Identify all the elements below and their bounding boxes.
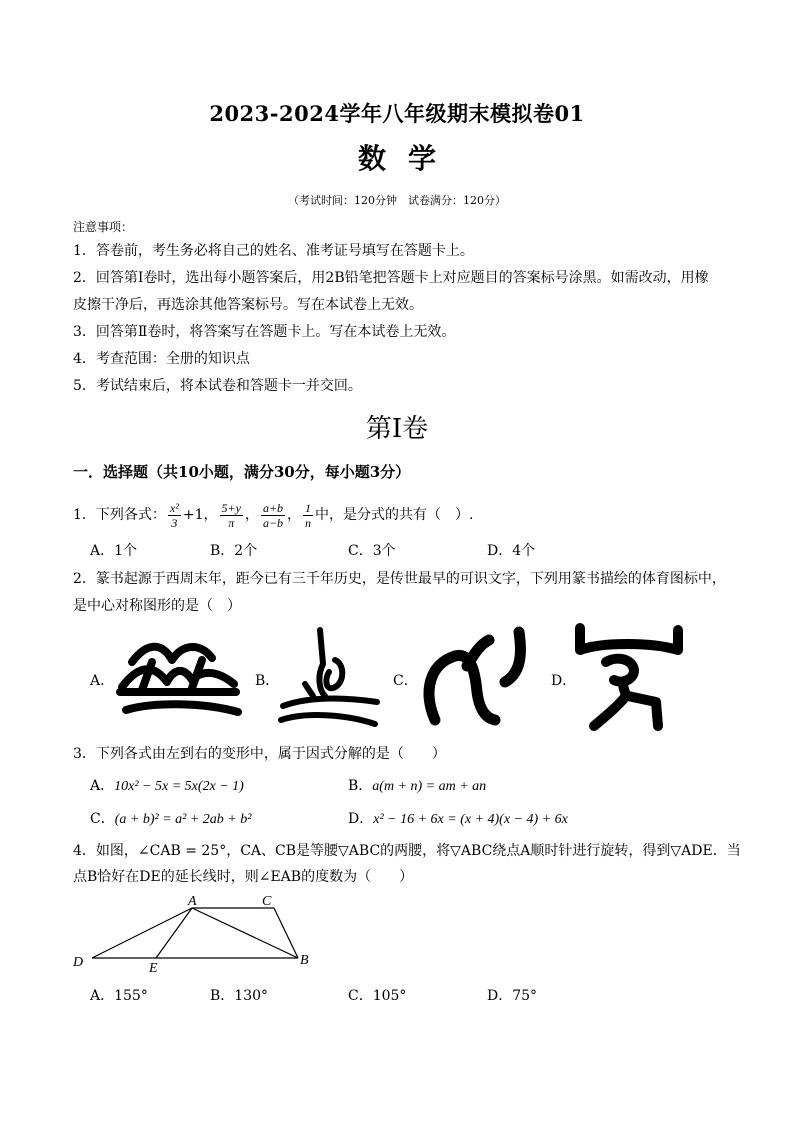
notice-title: 注意事项： (73, 220, 134, 234)
q1-fraction-1-tail: +1， (182, 507, 218, 523)
q3-option-c[interactable] (90, 808, 251, 828)
option-label: C． (90, 811, 115, 827)
question-3-stem: 3．下列各式由左到右的变形中，属于因式分解的是（ ） (73, 746, 446, 762)
question-2-line-2: 是中心对称图形的是（ ） (73, 598, 241, 614)
q2-option-d-label[interactable]: D． (551, 673, 577, 689)
option-label: D． (348, 811, 374, 827)
q1-option-c[interactable]: C．3个 (348, 543, 396, 559)
fraction-denominator: 3 (171, 515, 178, 530)
point-label-a: A (188, 894, 197, 909)
fraction-numerator: 1 (305, 500, 312, 515)
option-formula: a(m + n) = am + an (372, 779, 487, 794)
seal-script-icon-c[interactable] (415, 622, 540, 732)
fraction-numerator: 5+y (221, 500, 241, 515)
q1-fraction-1 (168, 501, 181, 530)
option-formula: x² − 16 + 6x = (x + 4)(x − 4) + 6x (373, 812, 568, 827)
q1-option-d[interactable]: D．4个 (487, 543, 536, 559)
time-info: （考试时间：120分钟 试卷满分：120分） (288, 194, 506, 207)
q1-suffix: 中，是分式的共有（ ）. (315, 507, 474, 523)
seal-script-icon-d[interactable] (572, 622, 684, 732)
q1-option-b[interactable]: B．2个 (210, 543, 258, 559)
segment-ae (156, 908, 192, 958)
fraction-denominator: a−b (262, 515, 284, 530)
option-label: A． (90, 778, 115, 794)
q4-option-c[interactable]: C．105° (348, 988, 407, 1004)
q1-fraction-4 (303, 501, 313, 530)
option-label: B． (348, 778, 373, 794)
fraction-denominator: π (228, 515, 235, 530)
notice-item: 5．考试结束后，将本试卷和答题卡一并交回。 (73, 378, 362, 394)
question-2-line-1: 2．篆书起源于西周末年，距今已有三千年历史，是传世最早的可识文字，下列用篆书描绘的体育图标中， (73, 571, 726, 587)
notice-item: 4．考查范围：全册的知识点 (73, 351, 250, 367)
q4-option-d[interactable]: D．75° (487, 988, 538, 1004)
q2-option-c-label[interactable]: C． (393, 673, 418, 689)
point-label-c: C (262, 894, 272, 909)
seal-script-icon-b[interactable] (275, 624, 385, 734)
segment-cb (274, 908, 298, 958)
q3-option-b[interactable] (348, 775, 486, 795)
q4-option-a[interactable]: A．155° (90, 988, 148, 1004)
fraction-denominator: n (305, 515, 312, 530)
notice-item: 1．答卷前，考生务必将自己的姓名、准考证号填写在答题卡上。 (73, 243, 474, 259)
q1-option-a[interactable]: A．1个 (90, 543, 138, 559)
question-4-line-1: 4．如图，∠CAB = 25°，CA、CB是等腰▽ABC的两腰，将▽ABC绕点A顺时针进行旋转，得到▽ADE．当 (73, 843, 741, 859)
subject-title: 数学 (357, 142, 458, 175)
segment-da (92, 908, 192, 958)
q1-prefix: 1．下列各式： (73, 507, 166, 523)
fraction-numerator: x² (169, 500, 179, 515)
option-formula: (a + b)² = a² + 2ab + b² (114, 812, 252, 827)
volume-title: 第Ⅰ卷 (365, 414, 429, 444)
q2-option-b-label[interactable]: B． (255, 673, 280, 689)
seal-script-icon-a[interactable] (112, 632, 244, 724)
separator: ， (287, 507, 302, 523)
option-formula: 10x² − 5x = 5x(2x − 1) (114, 779, 244, 794)
q4-option-b[interactable]: B．130° (210, 988, 269, 1004)
segment-ab (192, 908, 298, 958)
geometry-figure (68, 890, 328, 978)
notice-item: 3．回答第Ⅱ卷时，将答案写在答题卡上。写在本试卷上无效。 (73, 324, 456, 340)
question-1-stem (73, 500, 474, 530)
point-label-e: E (149, 961, 158, 976)
q1-fraction-3 (261, 501, 285, 530)
q2-option-a-label[interactable]: A． (90, 673, 115, 689)
q1-fraction-2 (220, 501, 243, 530)
section-title: 一．选择题（共10小题，满分30分，每小题3分） (73, 463, 411, 481)
point-label-d: D (73, 955, 84, 970)
q3-option-d[interactable] (348, 808, 568, 828)
separator: ， (244, 507, 259, 523)
notice-item: 皮擦干净后，再选涂其他答案标号。写在本试卷上无效。 (73, 297, 423, 313)
notice-item: 2．回答第Ⅰ卷时，选出每小题答案后，用2B铅笔把答题卡上对应题目的答案标号涂黑。如需改动，用橡 (73, 270, 709, 286)
q3-option-a[interactable] (90, 775, 244, 795)
question-4-line-2: 点B恰好在DE的延长线时，则∠EAB的度数为（ ） (73, 869, 414, 885)
exam-title: 2023-2024学年八年级期末模拟卷01 (209, 101, 585, 126)
point-label-b: B (300, 953, 309, 968)
fraction-numerator: a+b (262, 500, 284, 515)
